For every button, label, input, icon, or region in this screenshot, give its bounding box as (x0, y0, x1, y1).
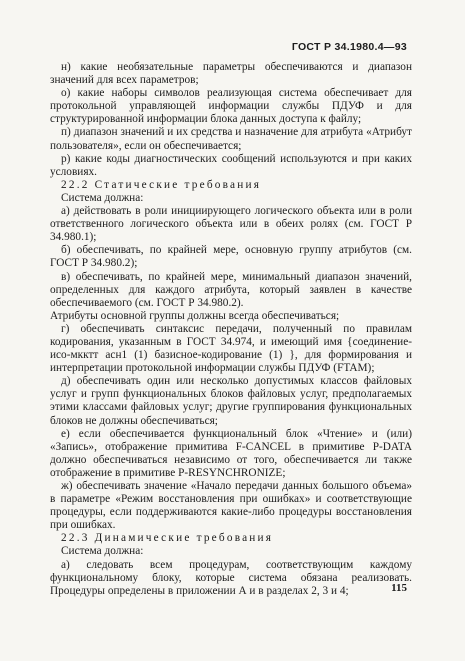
paragraph-n: н) какие необязательные параметры обеспечиваются и диапазон значений для всех параметров; (50, 61, 412, 87)
page-header: ГОСТ Р 34.1980.4—93 (291, 41, 407, 53)
paragraph-v-static: в) обеспечивать, по крайней мере, минимальный диапазон значений, определенных для каждого атрибута, который заявлен в качестве обеспечиваемого (см. ГОСТ Р 34.980.2). (50, 270, 412, 309)
paragraph-system-must-1: Система должна: (61, 191, 144, 204)
paragraph-d-static: д) обеспечивать один или несколько допустимых классов файловых услуг и групп функциональных блоков файловых услуг, предполагаемых этими классами файловых услуг; другие группирования функциональных блоков не должны обеспечиваться; (50, 375, 412, 427)
paragraph-system-must-2: Система должна: (61, 545, 144, 558)
paragraph-a-dynamic: а) следовать всем процедурам, соответствующим каждому функциональному блоку, которые система обязана реализовать. Процедуры определены в приложении А и в разделах 2, 3 и 4; (50, 558, 412, 597)
paragraph-zh-static: ж) обеспечивать значение «Начало передачи данных большого объема» в параметре «Режим восстановления при ошибках» и соответствующие процедуры, если поддерживаются какие-либо процедуры восстановления при ошибках. (50, 480, 412, 532)
paragraph-b-static: б) обеспечивать, по крайней мере, основную группу атрибутов (см. ГОСТ Р 34.980.2); (50, 244, 412, 270)
paragraph-g-static: г) обеспечивать синтаксис передачи, полученный по правилам кодирования, указанным в ГОСТ 34.974, и имеющий имя {соединение-исо-мкктт асн1 (1) базисное-кодирование (1) }, для формирования и интерпретации протокольной информации службы ПДУФ (FTAM); (50, 322, 412, 375)
paragraph-o: о) какие наборы символов реализующая система обеспечивает для протокольной управляющей информации службы ПДУФ и для структурированной информации блока данных доступа к файлу; (50, 87, 412, 126)
section-heading-22-2: 22.2 Статические требования (61, 178, 262, 191)
paragraph-a-static: а) действовать в роли инициирующего логического объекта или в роли ответственного логического объекта или в обеих ролях (см. ГОСТ Р 34.980.1); (50, 205, 412, 244)
section-heading-22-3: 22.3 Динамические требования (61, 532, 274, 545)
page-number: 115 (391, 582, 407, 594)
paragraph-r: р) какие коды диагностических сообщений используются и при каких условиях. (50, 152, 412, 178)
paragraph-p: п) диапазон значений и их средства и назначение для атрибута «Атрибут пользователя», если он обеспечивается; (50, 126, 412, 152)
paragraph-attributes-note: Атрибуты основной группы должны всегда обеспечиваться; (50, 309, 340, 322)
body-text (50, 61, 412, 598)
paragraph-e-static: е) если обеспечивается функциональный блок «Чтение» и (или) «Запись», отображение примитива F-CANCEL в примитиве P-DATA должно обеспечиваться независимо от того, обеспечивается ли также отображение в примитиве P-RESYNCHRONIZE; (50, 427, 412, 479)
